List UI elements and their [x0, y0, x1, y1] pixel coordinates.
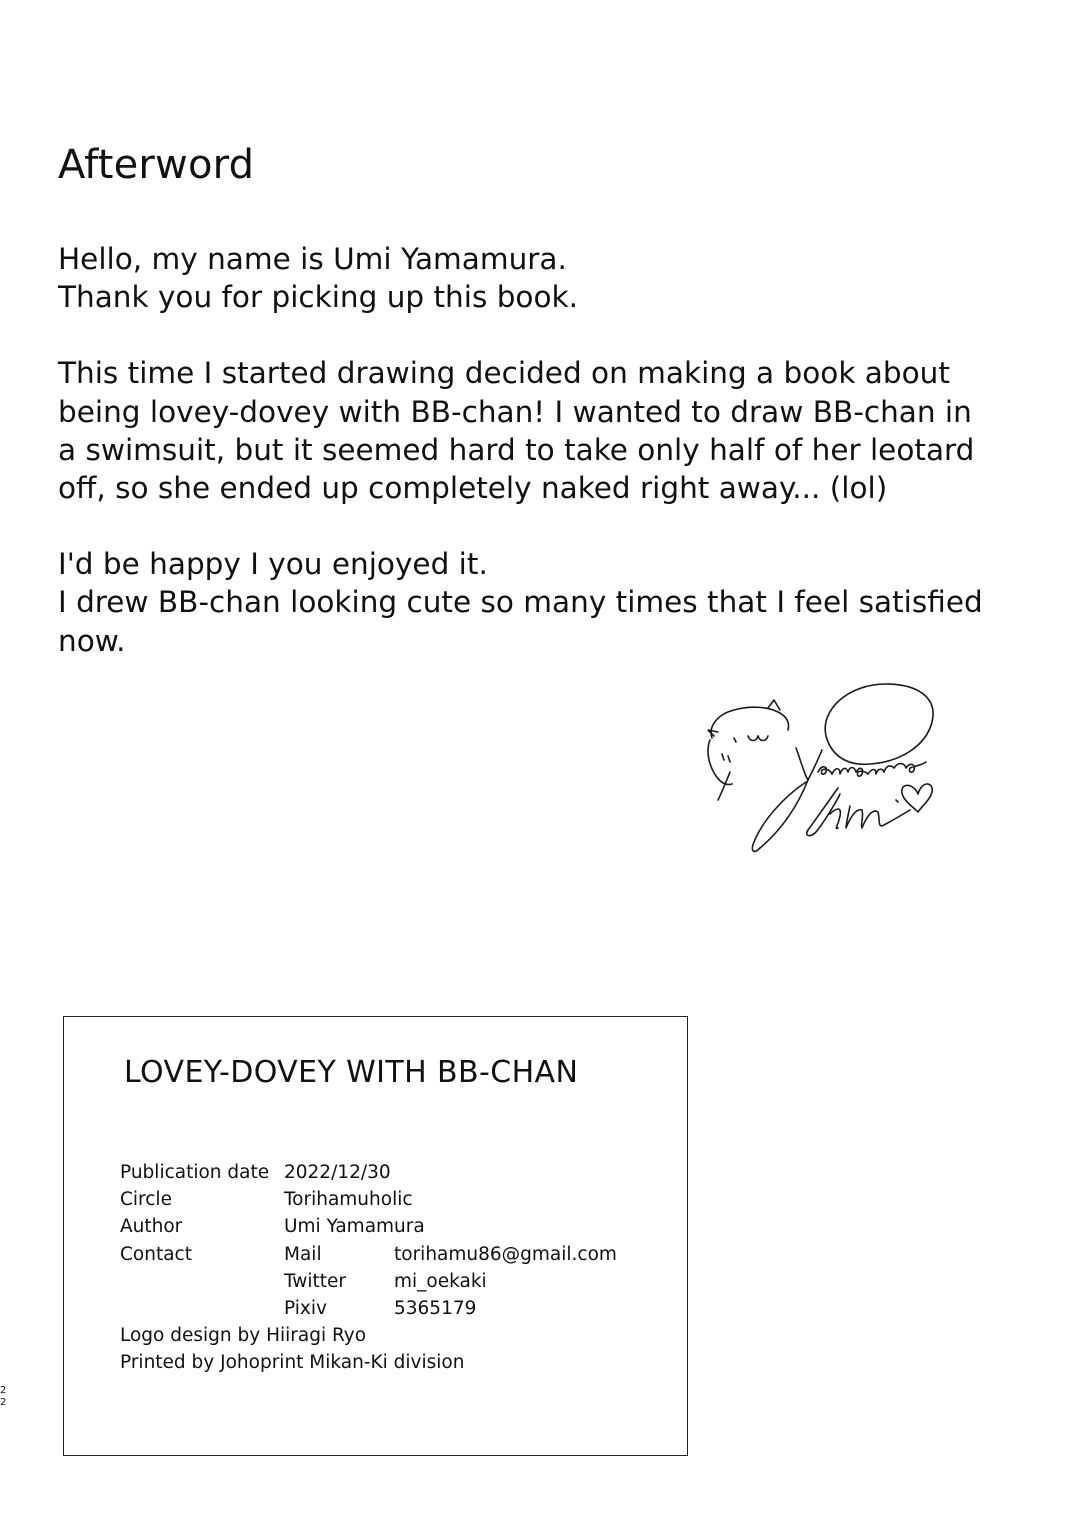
text-line: being lovey-dovey with BB-chan! I wanted to draw BB-chan in — [58, 394, 972, 429]
text-line: off, so she ended up completely naked right away... (lol) — [58, 471, 888, 506]
contact-value-mail: torihamu86@gmail.com — [394, 1243, 617, 1265]
text-line: a swimsuit, but it seemed hard to take only half of her leotard — [58, 432, 975, 467]
author-label: Author — [120, 1216, 183, 1238]
table-row — [120, 1295, 617, 1322]
contact-type-twitter: Twitter — [284, 1270, 347, 1292]
table-row — [120, 1241, 617, 1268]
page-number-digit: 2 — [0, 1385, 7, 1396]
colophon-box — [63, 1016, 688, 1456]
printer-credit: Printed by Johoprint Mikan-Ki division — [120, 1352, 465, 1374]
afterword-paragraph — [58, 354, 1018, 507]
credits — [120, 1322, 464, 1376]
text-line: Thank you for picking up this book. — [58, 280, 578, 315]
author-value: Umi Yamamura — [284, 1216, 425, 1238]
text-line: This time I started drawing decided on making a book about — [58, 356, 950, 391]
afterword-paragraph — [58, 545, 1018, 660]
contact-type-mail: Mail — [284, 1243, 322, 1265]
text-line: I'd be happy I you enjoyed it. — [58, 547, 488, 582]
afterword-body — [58, 240, 1018, 698]
contact-label-spacer — [120, 1295, 284, 1322]
afterword-title: Afterword — [58, 142, 255, 188]
text-line: I drew BB-chan looking cute so many times that I feel satisfied — [58, 585, 983, 620]
contact-label-spacer — [120, 1268, 284, 1295]
publication-date-value: 2022/12/30 — [284, 1162, 391, 1183]
book-title: LOVEY-DOVEY WITH BB-CHAN — [124, 1055, 579, 1090]
afterword-paragraph — [58, 240, 1018, 316]
contact-type-pixiv: Pixiv — [284, 1298, 327, 1320]
logo-credit: Logo design by Hiiragi Ryo — [120, 1325, 367, 1346]
signature-sketch — [700, 676, 950, 861]
table-row — [120, 1213, 617, 1240]
publication-date-label: Publication date — [120, 1162, 270, 1183]
circle-label: Circle — [120, 1189, 172, 1211]
text-line: Hello, my name is Umi Yamamura. — [58, 242, 567, 276]
table-row — [120, 1268, 617, 1295]
table-row — [120, 1186, 617, 1213]
page-number-digit: 2 — [0, 1397, 7, 1408]
text-line: now. — [58, 623, 126, 658]
page-number — [0, 1385, 10, 1409]
table-row — [120, 1159, 617, 1186]
contact-value-pixiv: 5365179 — [394, 1298, 477, 1320]
contact-value-twitter: mi_oekaki — [394, 1270, 487, 1292]
contact-label: Contact — [120, 1243, 192, 1265]
circle-value: Torihamuholic — [284, 1189, 413, 1211]
publication-info-table — [120, 1159, 617, 1322]
